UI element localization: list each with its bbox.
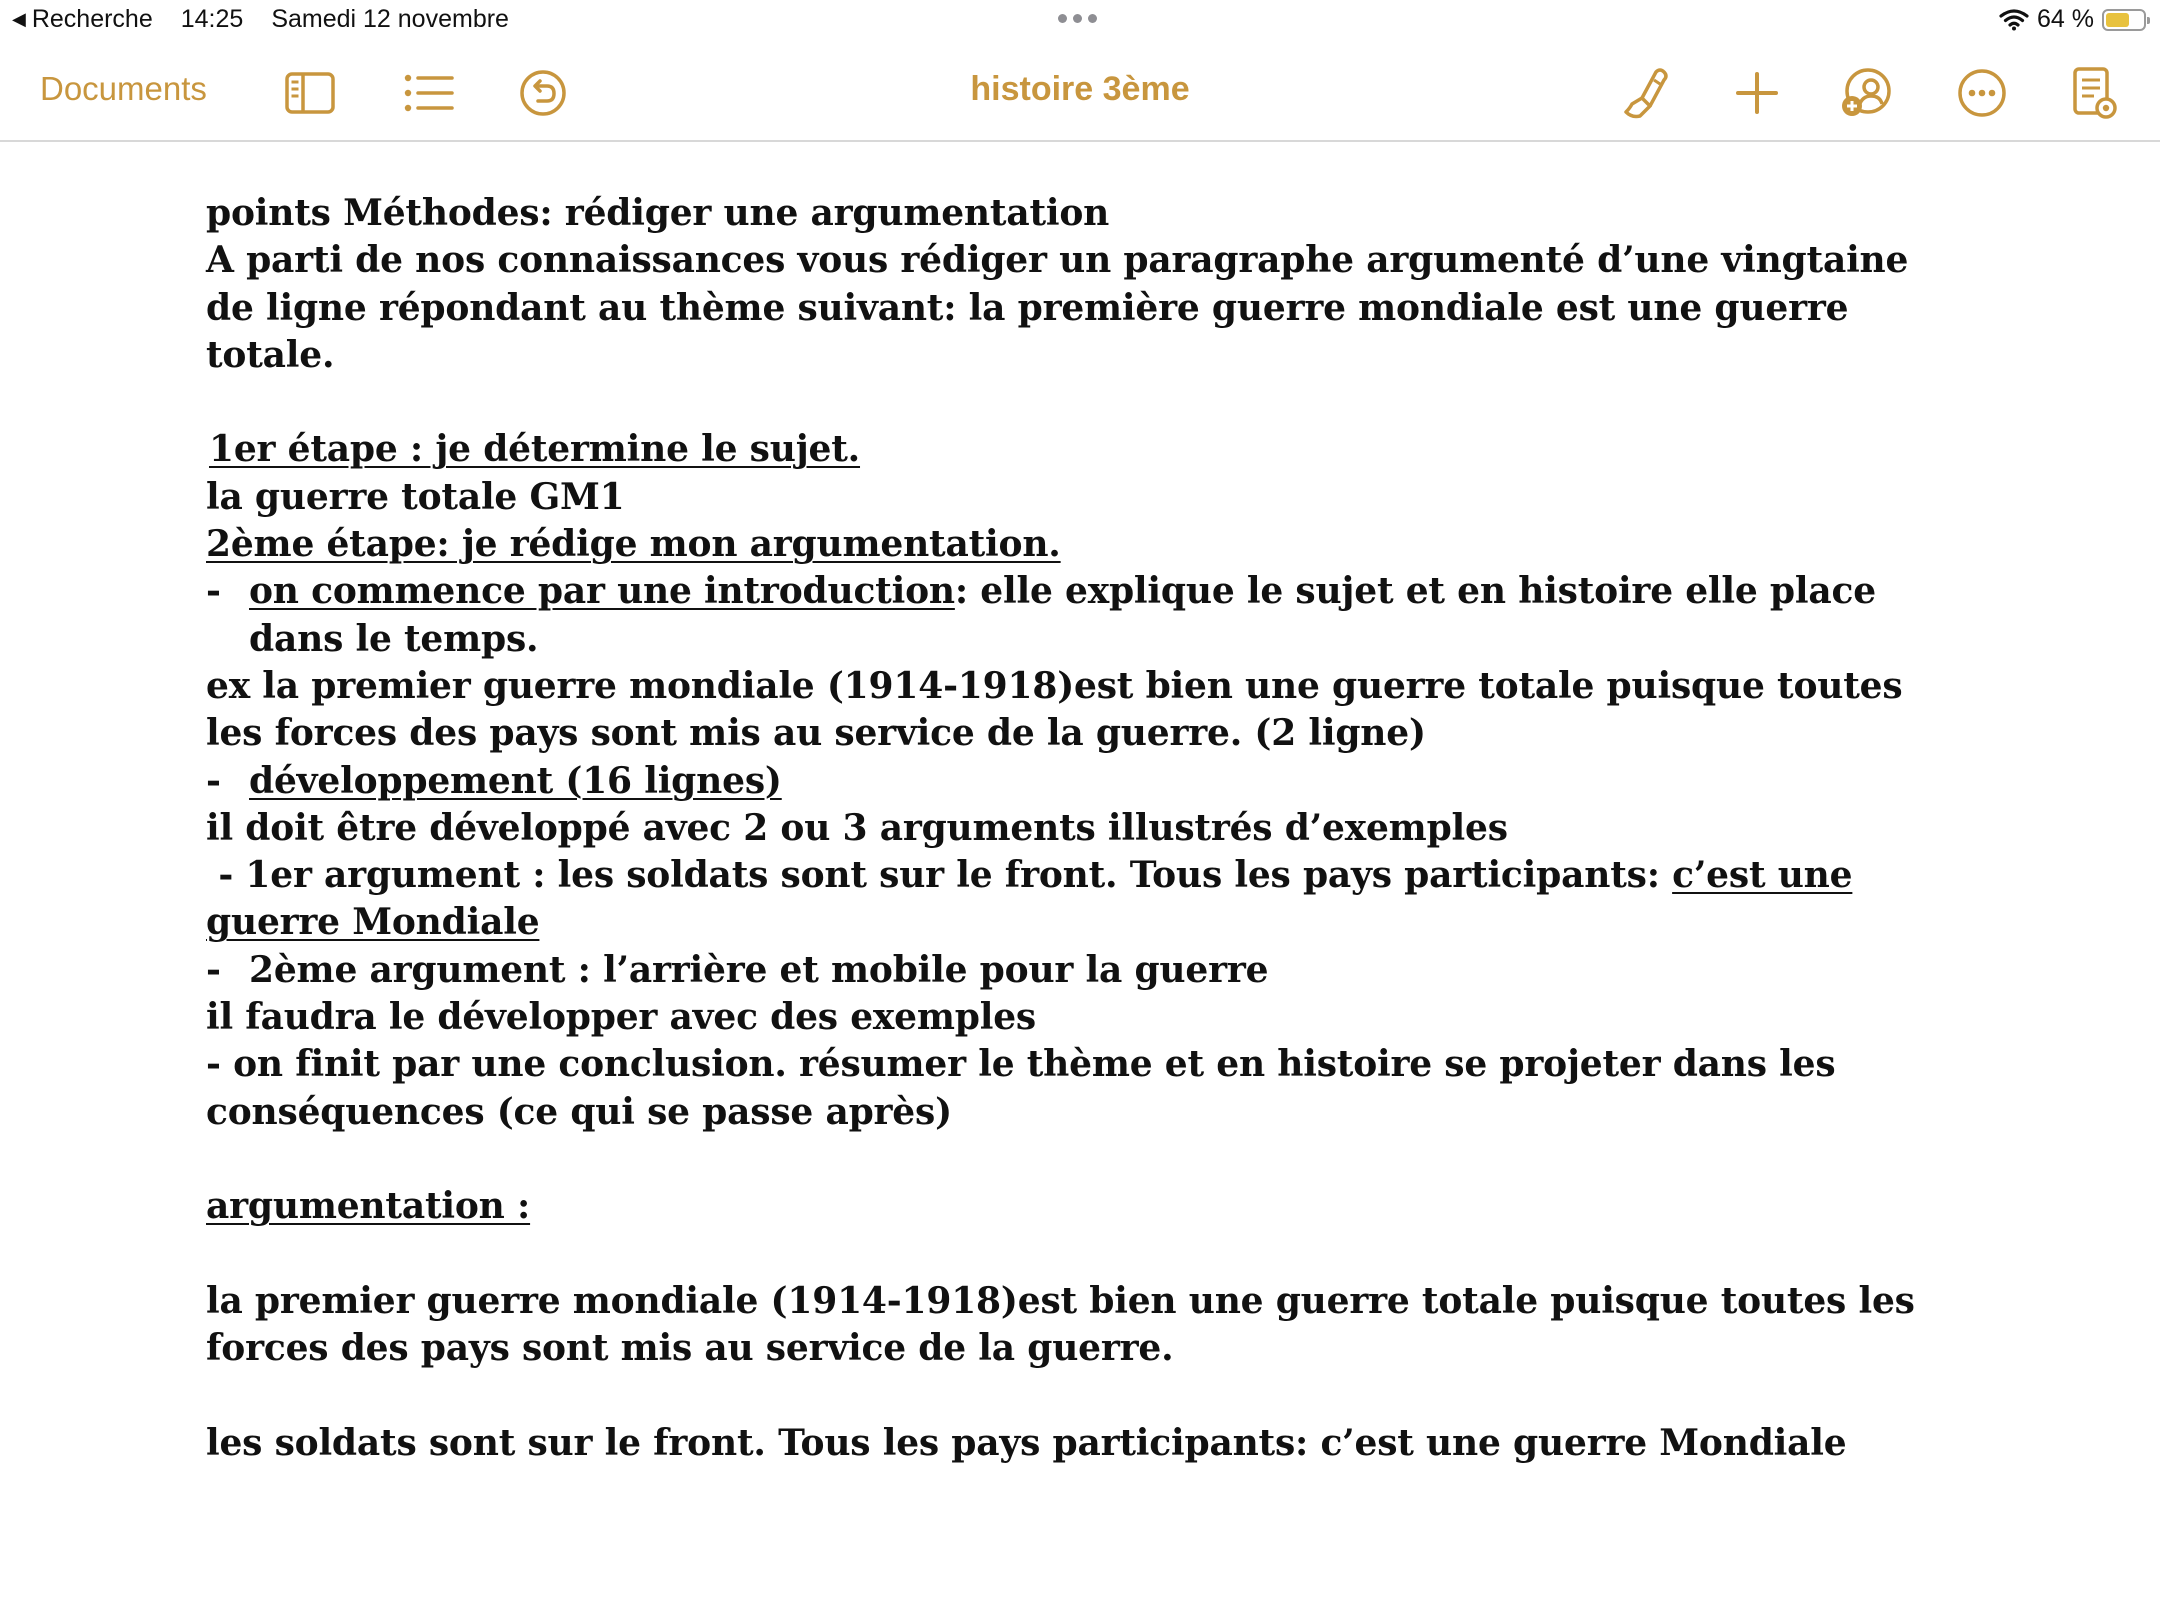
more-options-icon[interactable] [1955, 66, 2009, 120]
blank-line [206, 1372, 1946, 1419]
text-line: ex la premier guerre mondiale (1914-1918)est bien une guerre totale puisque toutes [206, 664, 1903, 707]
back-to-app-link[interactable]: Recherche [31, 5, 153, 33]
step-1-heading [206, 426, 1946, 473]
text-line: A parti de nos connaissances vous rédiger un paragraphe argumenté d’une vingtaine [206, 239, 1909, 282]
underlined-text: on commence par une introduction [249, 570, 955, 613]
argumentation-heading [206, 1183, 1946, 1230]
pages-toolbar [0, 40, 2160, 142]
insert-plus-icon[interactable] [1730, 66, 1784, 120]
text-line: totale. [206, 333, 335, 376]
blank-line [206, 1136, 1946, 1183]
battery-icon [2102, 9, 2146, 31]
underlined-text: développement (16 lignes) [249, 759, 782, 802]
text-line: les soldats sont sur le front. Tous les pays participants: c’est une guerre Mondiale [206, 1421, 1847, 1464]
undo-icon[interactable] [516, 66, 570, 120]
text-line: il doit être développé avec 2 ou 3 arguments illustrés d’exemples [206, 806, 1508, 849]
bullet-dash: - [206, 570, 221, 613]
text-line: - on finit par une conclusion. résumer le thème et en histoire se projeter dans les [206, 1043, 1836, 1086]
format-brush-icon[interactable] [1620, 66, 1674, 120]
status-left [12, 5, 537, 34]
text-line [206, 899, 1946, 946]
text-line: points Méthodes: rédiger une argumentation [206, 192, 1110, 234]
status-right [1999, 5, 2146, 34]
text-line: il faudra le développer avec des exemples [206, 996, 1036, 1039]
text-run: 2ème argument : l’arrière et mobile pour la guerre [249, 948, 1269, 991]
back-arrow-icon[interactable]: ◀ [12, 9, 26, 29]
document-body[interactable] [206, 190, 1946, 1467]
reading-view-icon[interactable] [2066, 66, 2120, 120]
bullet-item [206, 568, 1946, 615]
bullet-item [206, 947, 1946, 994]
collaborate-icon[interactable] [1840, 66, 1894, 120]
underlined-text: 2ème étape: je rédige mon argumentation. [206, 523, 1061, 566]
list-view-icon[interactable] [402, 66, 456, 120]
status-date: Samedi 12 novembre [271, 5, 509, 33]
text-line: les forces des pays sont mis au service de la guerre. (2 ligne) [206, 712, 1426, 755]
documents-button[interactable]: Documents [40, 70, 207, 107]
bullet-dash: - [206, 948, 221, 991]
document-title: histoire 3ème [970, 70, 1190, 108]
text-line [206, 852, 1946, 899]
wifi-icon [1999, 9, 2029, 31]
step-2-heading [206, 521, 1946, 568]
text-run: - 1er argument : les soldats sont sur le front. Tous les pays participants: [206, 854, 1673, 897]
sidebar-toggle-icon[interactable] [283, 66, 337, 120]
bullet-dash: - [206, 759, 221, 802]
blank-line [206, 1231, 1946, 1278]
multitasking-dots-icon[interactable] [1058, 14, 1097, 23]
underlined-text: argumentation : [206, 1185, 531, 1228]
text-run: : elle explique le sujet et en histoire elle place [954, 570, 1876, 613]
status-bar [0, 0, 2160, 40]
battery-percent: 64 % [2037, 5, 2094, 33]
text-line: conséquences (ce qui se passe après) [206, 1090, 952, 1133]
text-line: la guerre totale GM1 [206, 475, 625, 518]
blank-line [206, 379, 1946, 426]
text-line: de ligne répondant au thème suivant: la première guerre mondiale est une guerre [206, 286, 1849, 329]
text-line: dans le temps. [249, 617, 539, 660]
status-time: 14:25 [180, 5, 244, 33]
text-line: la premier guerre mondiale (1914-1918)est bien une guerre totale puisque toutes les [206, 1279, 1915, 1322]
text-line: forces des pays sont mis au service de la guerre. [206, 1327, 1174, 1370]
bullet-item [206, 758, 1946, 805]
underlined-text: guerre Mondiale [206, 901, 540, 944]
underlined-text: 1er étape : je détermine le sujet. [209, 428, 861, 471]
underlined-text: c’est une [1672, 854, 1853, 897]
